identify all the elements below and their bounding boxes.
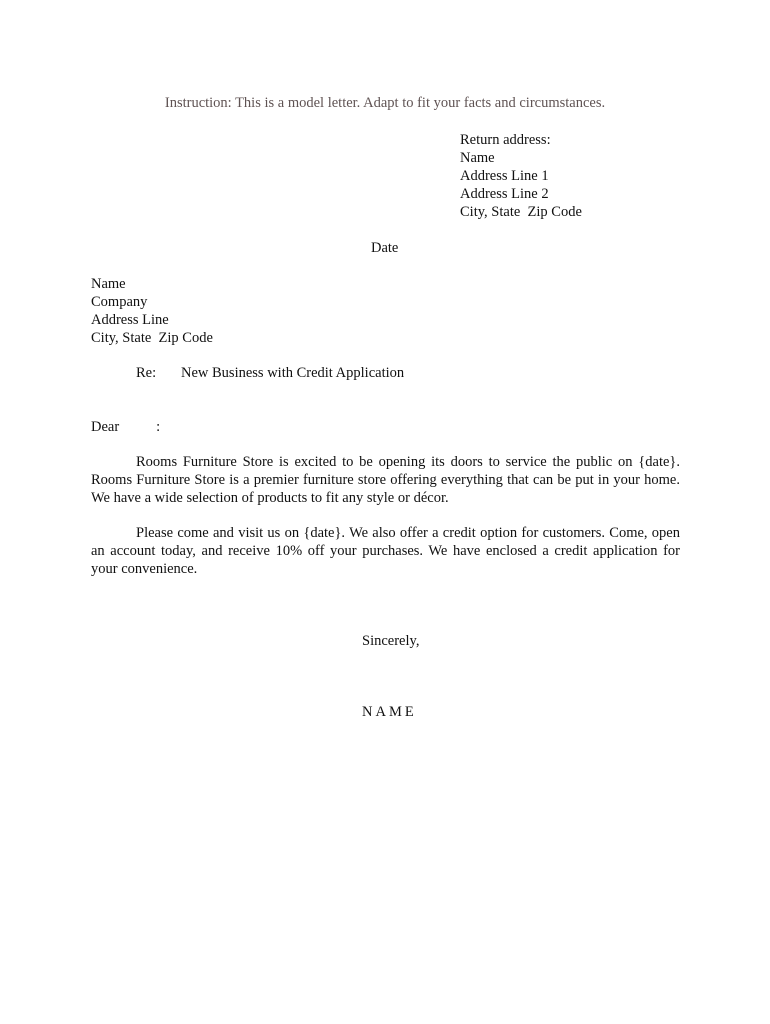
return-address-line-2: Address Line 2 <box>460 186 549 202</box>
recipient-address-line: Address Line <box>91 312 169 328</box>
return-address-city-state-zip: City, State Zip Code <box>460 204 582 220</box>
return-address-line-1: Address Line 1 <box>460 168 549 184</box>
body-paragraph-2: Please come and visit us on {date}. We also offer a credit option for customers. Come, open an account today, and receive 10% off your purchases. We have enclosed a credit application for your convenience. <box>91 525 680 577</box>
salutation-word: Dear <box>91 419 120 435</box>
closing: Sincerely, <box>362 633 420 649</box>
instruction-note: Instruction: This is a model letter. Adapt to fit your facts and circumstances. <box>164 95 606 111</box>
salutation <box>91 418 160 436</box>
salutation-colon: : <box>156 419 161 435</box>
recipient-address-block <box>91 275 213 347</box>
recipient-company: Company <box>91 294 148 310</box>
recipient-name: Name <box>91 276 126 292</box>
recipient-city-state-zip: City, State Zip Code <box>91 330 213 346</box>
return-address-name: Name <box>460 150 495 166</box>
body-paragraph-1: Rooms Furniture Store is excited to be opening its doors to service the public on {date}. Rooms Furniture Store is a premier furniture store offering everything that can be put in your home. We have a wide selection of products to fit any style or décor. <box>91 454 680 506</box>
signer-name: NAME <box>362 704 417 720</box>
subject-label: Re: <box>136 365 157 381</box>
subject-line <box>136 364 404 382</box>
return-address-block <box>460 131 582 221</box>
letter-date: Date <box>371 240 399 256</box>
subject-text: New Business with Credit Application <box>181 365 405 381</box>
return-address-label: Return address: <box>460 132 551 148</box>
